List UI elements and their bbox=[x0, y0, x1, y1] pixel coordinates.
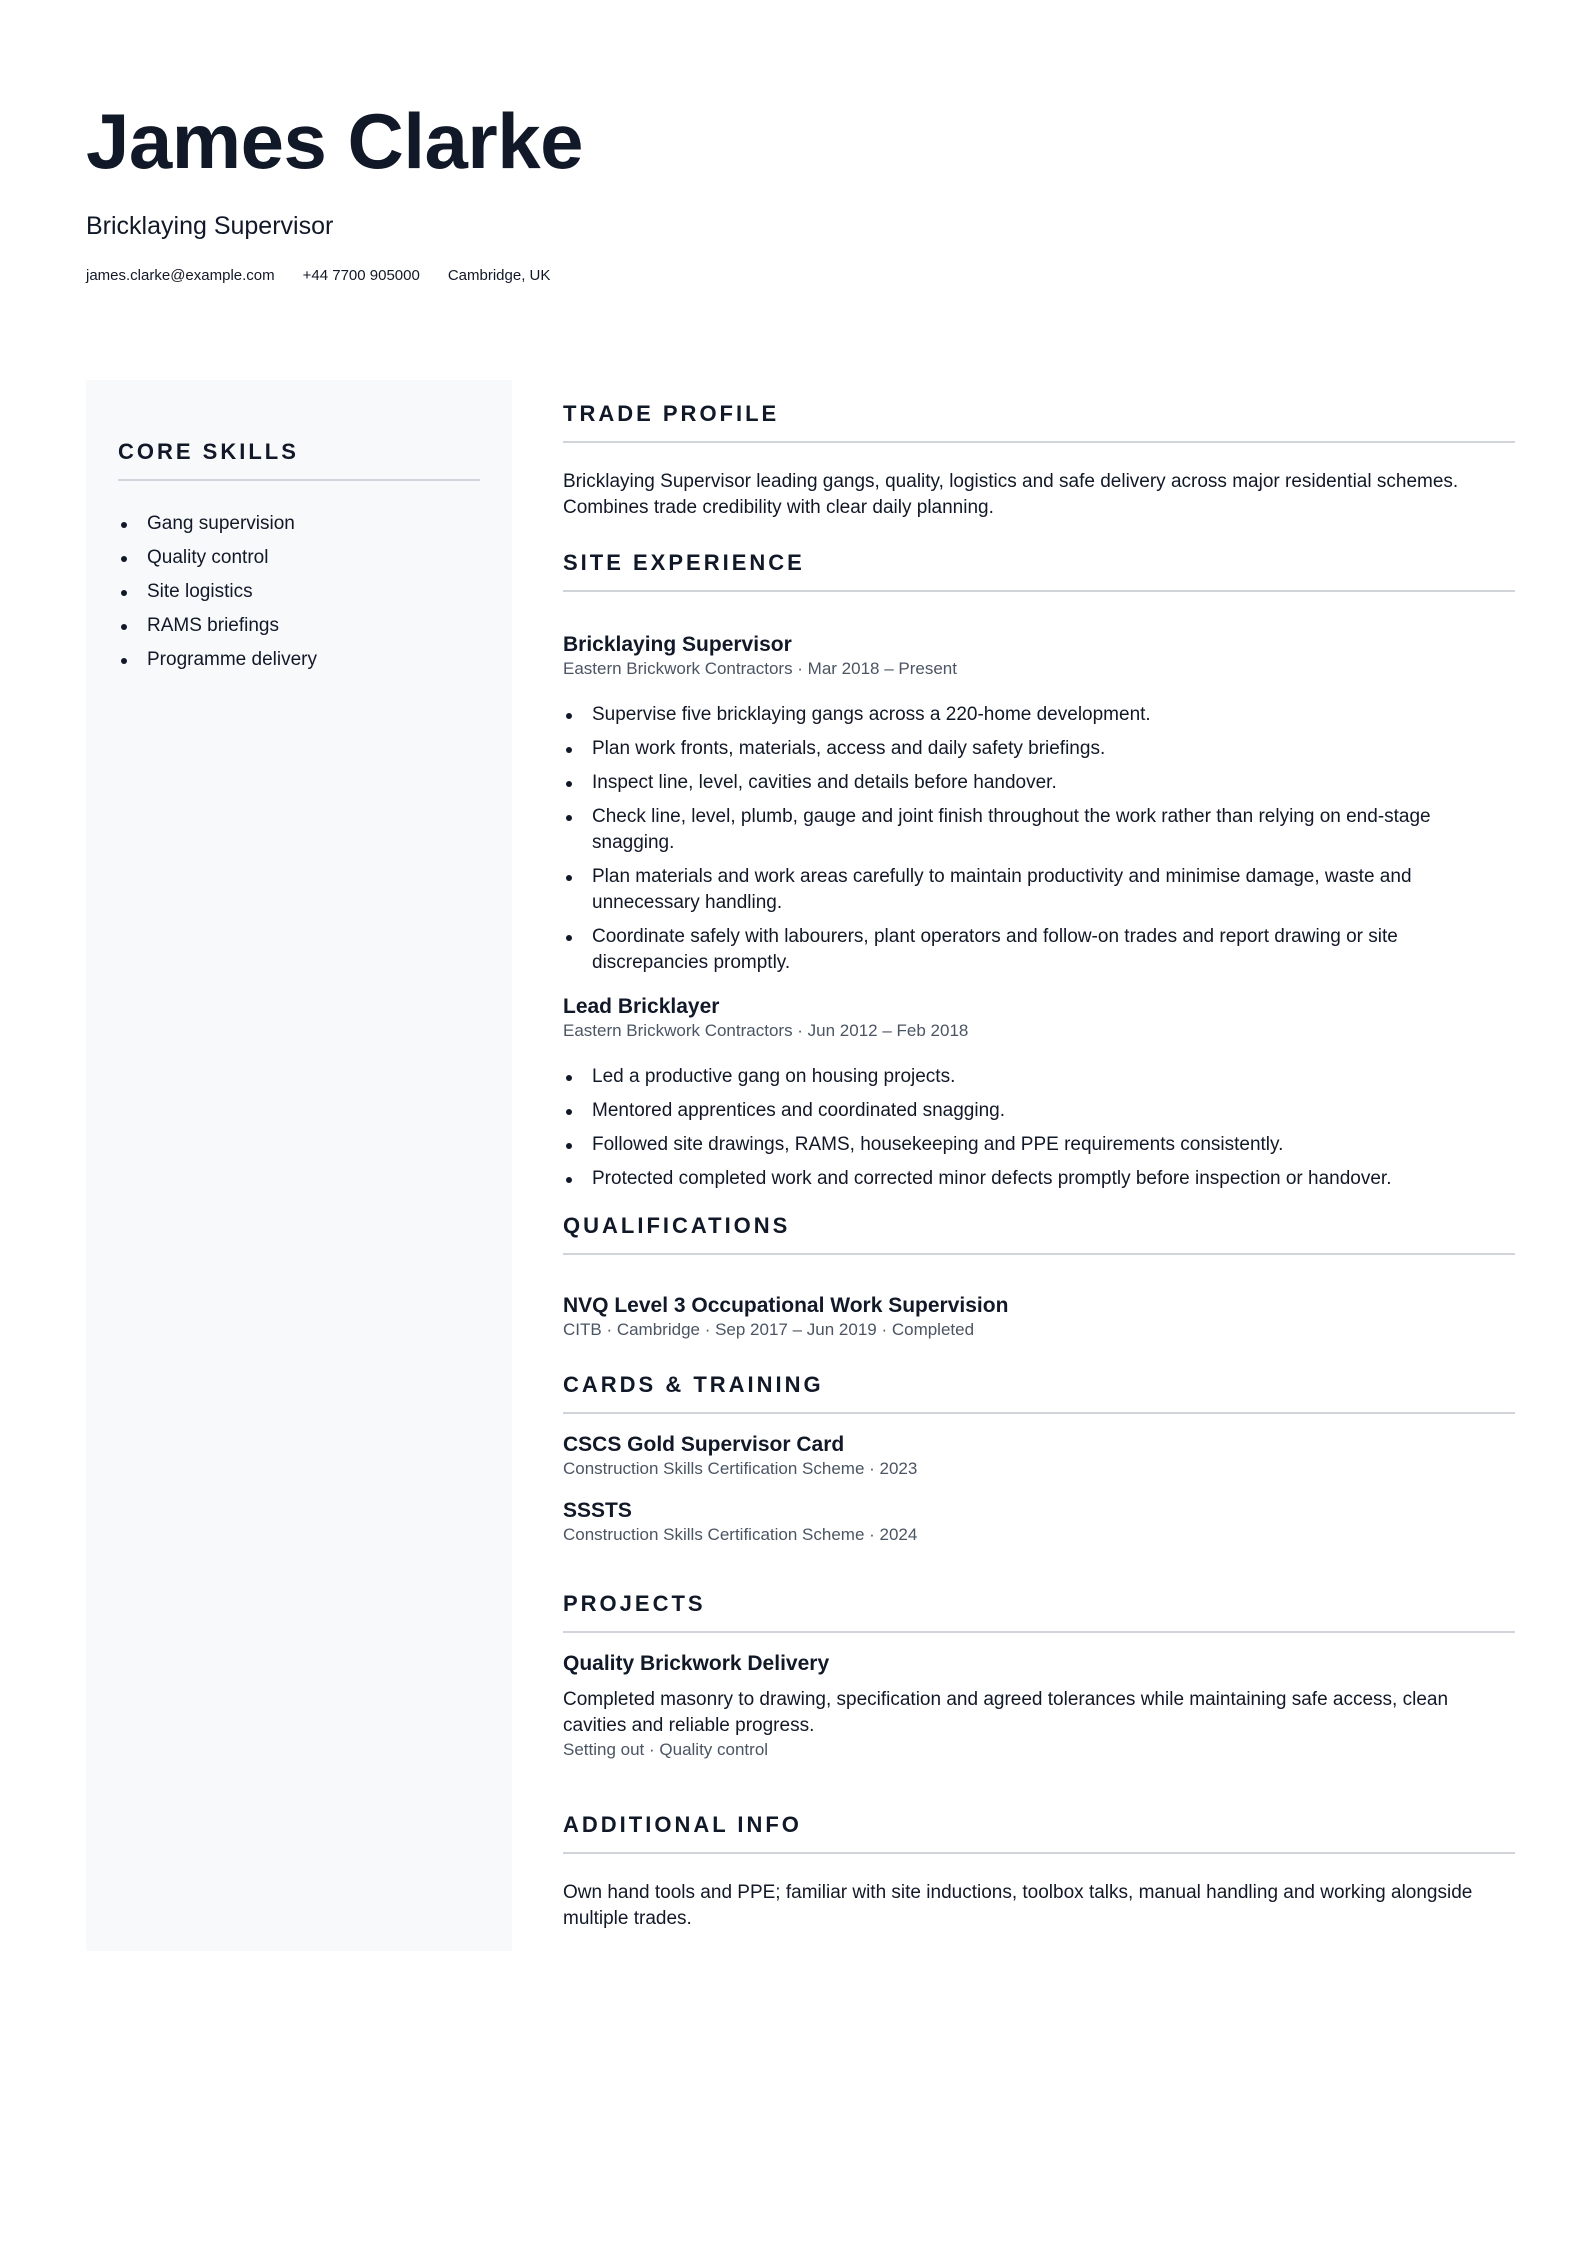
job-entry bbox=[563, 632, 1515, 976]
skill-item: Quality control bbox=[118, 541, 480, 575]
skill-item: RAMS briefings bbox=[118, 609, 480, 643]
qualification-entry bbox=[563, 1293, 1515, 1341]
job-bullet: Inspect line, level, cavities and details before handover. bbox=[563, 770, 1515, 796]
sidebar bbox=[86, 380, 512, 1951]
section-site-experience bbox=[563, 549, 1515, 1192]
cards-training-heading: CARDS & TRAINING bbox=[563, 1372, 824, 1397]
skills-list bbox=[118, 507, 480, 677]
card-entry bbox=[563, 1432, 1515, 1480]
divider bbox=[563, 441, 1515, 443]
additional-info-text: Own hand tools and PPE; familiar with site inductions, toolbox talks, manual handling and working alongside multiple trades. bbox=[563, 1882, 1473, 1929]
job-meta: Eastern Brickwork Contractors · Mar 2018 – Present bbox=[563, 659, 957, 678]
contact-phone: +44 7700 905000 bbox=[302, 267, 420, 284]
job-bullet: Led a productive gang on housing projects. bbox=[563, 1064, 1515, 1090]
section-additional-info bbox=[563, 1811, 1515, 1932]
candidate-title: Bricklaying Supervisor bbox=[86, 212, 334, 240]
contact-email: james.clarke@example.com bbox=[86, 267, 275, 284]
qualification-title: NVQ Level 3 Occupational Work Supervision bbox=[563, 1294, 1009, 1317]
job-meta: Eastern Brickwork Contractors · Jun 2012 – Feb 2018 bbox=[563, 1021, 969, 1040]
job-bullet: Coordinate safely with labourers, plant operators and follow-on trades and report drawing or site discrepancies promptly. bbox=[563, 924, 1515, 976]
trade-profile-heading: TRADE PROFILE bbox=[563, 401, 780, 426]
site-experience-heading: SITE EXPERIENCE bbox=[563, 550, 805, 575]
job-bullets bbox=[563, 1064, 1515, 1192]
divider bbox=[563, 590, 1515, 592]
divider bbox=[118, 479, 480, 481]
card-meta: Construction Skills Certification Scheme · 2023 bbox=[563, 1459, 918, 1478]
project-title: Quality Brickwork Delivery bbox=[563, 1652, 830, 1675]
additional-info-heading: ADDITIONAL INFO bbox=[563, 1812, 802, 1837]
section-cards-training bbox=[563, 1371, 1515, 1546]
candidate-name: James Clarke bbox=[86, 97, 584, 185]
job-bullet: Supervise five bricklaying gangs across a 220-home development. bbox=[563, 702, 1515, 728]
skill-item: Site logistics bbox=[118, 575, 480, 609]
card-entry bbox=[563, 1498, 1515, 1546]
job-bullet: Check line, level, plumb, gauge and joint finish throughout the work rather than relying on end-stage snagging. bbox=[563, 804, 1515, 856]
skill-item: Gang supervision bbox=[118, 507, 480, 541]
job-bullets bbox=[563, 702, 1515, 976]
job-bullet: Followed site drawings, RAMS, housekeeping and PPE requirements consistently. bbox=[563, 1132, 1515, 1158]
contact-location: Cambridge, UK bbox=[447, 267, 551, 284]
job-bullet: Plan materials and work areas carefully to maintain productivity and minimise damage, waste and unnecessary handling. bbox=[563, 864, 1515, 916]
section-projects bbox=[563, 1590, 1515, 1761]
job-bullet: Protected completed work and corrected minor defects promptly before inspection or handover. bbox=[563, 1166, 1515, 1192]
project-tags: Setting out · Quality control bbox=[563, 1740, 769, 1759]
contact-line bbox=[86, 266, 1486, 286]
job-bullet: Plan work fronts, materials, access and daily safety briefings. bbox=[563, 736, 1515, 762]
skill-item: Programme delivery bbox=[118, 643, 480, 677]
divider bbox=[563, 1253, 1515, 1255]
profile-summary: Bricklaying Supervisor leading gangs, quality, logistics and safe delivery across major residential schemes. Combines trade credibility with clear daily planning. bbox=[563, 471, 1459, 518]
resume-header bbox=[86, 92, 1486, 286]
card-title: SSSTS bbox=[563, 1499, 632, 1522]
main-column bbox=[563, 400, 1515, 1932]
job-title: Bricklaying Supervisor bbox=[563, 633, 792, 656]
card-title: CSCS Gold Supervisor Card bbox=[563, 1433, 845, 1456]
qualifications-heading: QUALIFICATIONS bbox=[563, 1213, 791, 1238]
qualification-meta: CITB · Cambridge · Sep 2017 – Jun 2019 · Completed bbox=[563, 1320, 975, 1339]
project-entry bbox=[563, 1651, 1515, 1761]
card-meta: Construction Skills Certification Scheme · 2024 bbox=[563, 1525, 918, 1544]
job-entry bbox=[563, 994, 1515, 1192]
job-title: Lead Bricklayer bbox=[563, 995, 720, 1018]
section-trade-profile bbox=[563, 400, 1515, 521]
section-qualifications bbox=[563, 1212, 1515, 1341]
projects-heading: PROJECTS bbox=[563, 1591, 706, 1616]
divider bbox=[563, 1631, 1515, 1633]
divider bbox=[563, 1852, 1515, 1854]
divider bbox=[563, 1412, 1515, 1414]
project-description: Completed masonry to drawing, specification and agreed tolerances while maintaining safe access, clean cavities and reliable progress. bbox=[563, 1689, 1449, 1736]
job-bullet: Mentored apprentices and coordinated snagging. bbox=[563, 1098, 1515, 1124]
core-skills-heading: CORE SKILLS bbox=[118, 439, 299, 464]
